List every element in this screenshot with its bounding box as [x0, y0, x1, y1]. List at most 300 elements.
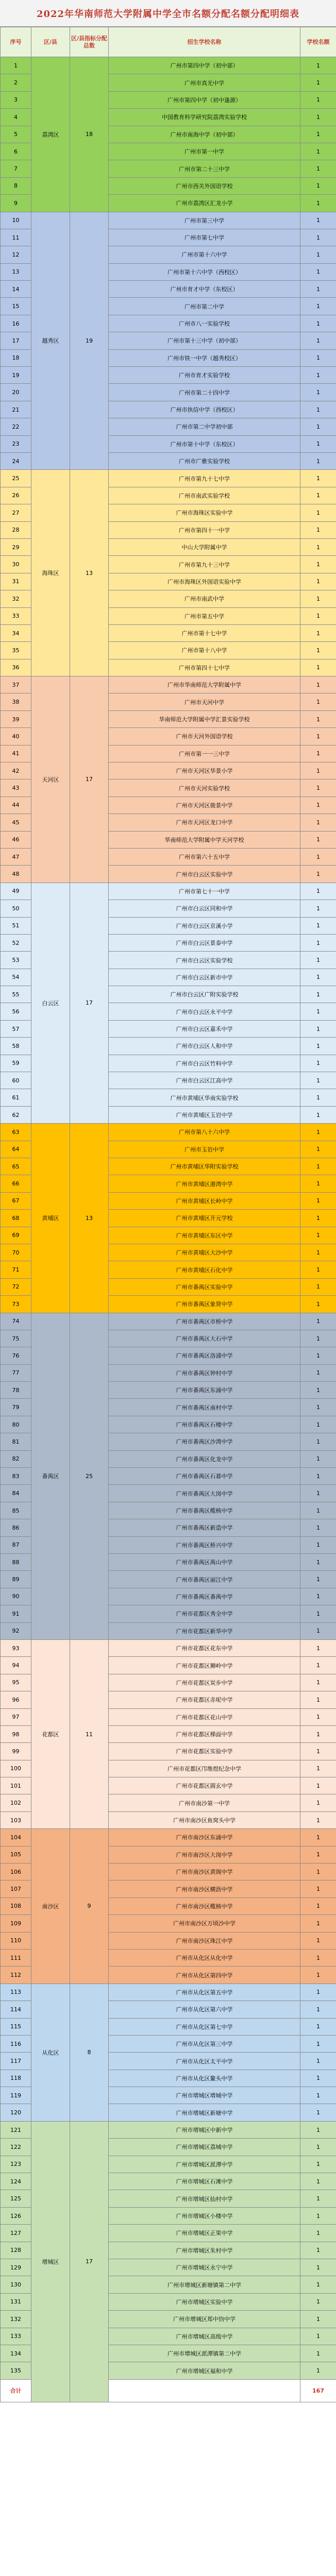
- school-name: 广州市黄埔区大沙中学: [109, 1244, 300, 1261]
- school-quota: 1: [300, 487, 336, 504]
- school-quota: 1: [300, 659, 336, 676]
- header-district: 区/县: [31, 27, 70, 57]
- header-quota: 学校名额: [300, 27, 336, 57]
- school-name: 华南师范大学附属中学汇景实验学校: [109, 710, 300, 727]
- school-name: 广州市增城区荔城中学: [109, 2139, 300, 2156]
- school-name: 广州市第九十三中学: [109, 556, 300, 573]
- school-name: 广州市育才实验学校: [109, 367, 300, 384]
- school-quota: 1: [300, 986, 336, 1003]
- school-name: 广州市真光中学: [109, 74, 300, 91]
- school-name: 广州市八一实验学校: [109, 315, 300, 332]
- school-name: 广州市第五中学: [109, 607, 300, 624]
- school-quota: 1: [300, 418, 336, 435]
- school-quota: 1: [300, 900, 336, 917]
- school-quota: 1: [300, 1777, 336, 1794]
- row-number: 47: [1, 848, 31, 865]
- school-quota: 1: [300, 263, 336, 280]
- row-number: 66: [1, 1175, 31, 1192]
- row-number: 27: [1, 504, 31, 521]
- row-number: 6: [1, 143, 31, 160]
- row-number: 3: [1, 91, 31, 108]
- school-quota: 1: [300, 2087, 336, 2104]
- school-name: 中山大学附属中学: [109, 538, 300, 555]
- school-name: 广州市白云区新市中学: [109, 969, 300, 986]
- school-quota: 1: [300, 435, 336, 452]
- school-quota: 1: [300, 1639, 336, 1656]
- table-row: [1, 1829, 336, 1846]
- district-total: 25: [70, 1313, 109, 1639]
- school-name: 广州市铁一中学（越秀校区）: [109, 349, 300, 366]
- row-number: 117: [1, 2053, 31, 2070]
- row-number: 48: [1, 866, 31, 883]
- school-quota: 1: [300, 2121, 336, 2138]
- school-quota: 1: [300, 1072, 336, 1089]
- school-name: 广州市花都区邝维煜纪念中学: [109, 1760, 300, 1777]
- row-number: 59: [1, 1055, 31, 1072]
- row-number: 113: [1, 1984, 31, 2001]
- school-name: 广州市番禺区南村中学: [109, 1399, 300, 1416]
- school-quota: 1: [300, 349, 336, 366]
- school-name: 广州市白云区同和中学: [109, 900, 300, 917]
- row-number: 121: [1, 2121, 31, 2138]
- row-number: 105: [1, 1846, 31, 1863]
- school-name: 广州市番禺区新造中学: [109, 1519, 300, 1536]
- school-name: 广州市白云区永平中学: [109, 1003, 300, 1020]
- row-number: 50: [1, 900, 31, 917]
- school-quota: 1: [300, 2293, 336, 2310]
- school-quota: 1: [300, 1433, 336, 1450]
- district-total: 8: [70, 1984, 109, 2121]
- row-number: 28: [1, 521, 31, 538]
- row-number: 95: [1, 1674, 31, 1691]
- school-name: 广州市番禺区番禺中学: [109, 1588, 300, 1605]
- row-number: 71: [1, 1261, 31, 1278]
- school-name: 广州市番禺区桥兴中学: [109, 1536, 300, 1553]
- row-number: 92: [1, 1622, 31, 1639]
- row-number: 86: [1, 1519, 31, 1536]
- school-name: 广州市第七十一中学: [109, 883, 300, 900]
- school-name: 广州市华南师范大学附属中学: [109, 676, 300, 693]
- row-number: 118: [1, 2070, 31, 2087]
- school-name: 广州市增城区实验中学: [109, 2293, 300, 2310]
- school-quota: 1: [300, 814, 336, 831]
- school-quota: 1: [300, 195, 336, 212]
- row-number: 8: [1, 177, 31, 194]
- district-total: 17: [70, 2121, 109, 2402]
- school-name: 广州市从化区第六中学: [109, 2001, 300, 2018]
- row-number: 68: [1, 1210, 31, 1227]
- school-quota: 1: [300, 848, 336, 865]
- school-name: 广州市南沙第一中学: [109, 1794, 300, 1811]
- school-name: 广州市西关外国语学校: [109, 177, 300, 194]
- row-number: 115: [1, 2018, 31, 2035]
- row-number: 7: [1, 160, 31, 177]
- school-quota: 1: [300, 521, 336, 538]
- school-name: 广州市番禺区象贤中学: [109, 1296, 300, 1313]
- row-number: 49: [1, 883, 31, 900]
- district-total: 18: [70, 57, 109, 212]
- school-quota: 1: [300, 1605, 336, 1622]
- row-number: 73: [1, 1296, 31, 1313]
- row-number: 83: [1, 1468, 31, 1485]
- row-number: 46: [1, 831, 31, 848]
- school-name: 广州市增城区高级中学: [109, 2328, 300, 2345]
- row-number: 2: [1, 74, 31, 91]
- school-name: 广州市花都区炭步中学: [109, 1674, 300, 1691]
- school-name: 广州市花都区赤坭中学: [109, 1691, 300, 1708]
- header-no: 序号: [1, 27, 31, 57]
- row-number: 107: [1, 1880, 31, 1897]
- district-name: 黄埔区: [31, 1124, 70, 1313]
- school-name: 广州市番禺区实验中学: [109, 1278, 300, 1295]
- row-number: 5: [1, 126, 31, 143]
- school-quota: 1: [300, 1244, 336, 1261]
- total-label: 合计: [1, 2379, 31, 2402]
- row-number: 91: [1, 1605, 31, 1622]
- school-quota: 1: [300, 1622, 336, 1639]
- row-number: 114: [1, 2001, 31, 2018]
- school-name: 广州市天河中学: [109, 693, 300, 710]
- school-quota: 1: [300, 624, 336, 641]
- row-number: 78: [1, 1382, 31, 1399]
- school-name: 广州市第二十四中学: [109, 384, 300, 401]
- row-number: 23: [1, 435, 31, 452]
- row-number: 12: [1, 246, 31, 263]
- school-name: 广州市南沙区榄核中学: [109, 1897, 300, 1914]
- school-quota: 1: [300, 1175, 336, 1192]
- school-name: 广州市增城区永宁中学: [109, 2259, 300, 2276]
- school-quota: 1: [300, 1502, 336, 1519]
- row-number: 69: [1, 1227, 31, 1244]
- table-body: [1, 57, 336, 2402]
- row-number: 24: [1, 452, 31, 469]
- school-quota: 1: [300, 1089, 336, 1106]
- school-quota: 1: [300, 2276, 336, 2293]
- row-number: 124: [1, 2173, 31, 2190]
- school-name: 广州市第十三中学（初中部）: [109, 332, 300, 349]
- school-quota: 1: [300, 607, 336, 624]
- school-name: 广州市黄埔区东区中学: [109, 1227, 300, 1244]
- school-quota: 1: [300, 1932, 336, 1949]
- school-quota: 1: [300, 2053, 336, 2070]
- row-number: 19: [1, 367, 31, 384]
- school-quota: 1: [300, 1519, 336, 1536]
- row-number: 57: [1, 1020, 31, 1037]
- row-number: 52: [1, 934, 31, 951]
- school-name: 广州市第十八中学: [109, 642, 300, 659]
- row-number: 90: [1, 1588, 31, 1605]
- row-number: 128: [1, 2242, 31, 2259]
- school-quota: 1: [300, 2242, 336, 2259]
- row-number: 20: [1, 384, 31, 401]
- school-quota: 1: [300, 590, 336, 607]
- school-quota: 1: [300, 2225, 336, 2242]
- row-number: 51: [1, 917, 31, 934]
- school-name: 广州市增城区石滩中学: [109, 2173, 300, 2190]
- school-name: 广州市第六十五中学: [109, 848, 300, 865]
- school-name: 广州市增城区新塘中学: [109, 2104, 300, 2121]
- row-number: 125: [1, 2190, 31, 2207]
- school-quota: 1: [300, 1210, 336, 1227]
- school-quota: 1: [300, 1347, 336, 1364]
- school-quota: 1: [300, 710, 336, 727]
- district-name: 海珠区: [31, 470, 70, 676]
- school-name: 广州市第二中学: [109, 298, 300, 315]
- school-quota: 1: [300, 556, 336, 573]
- school-quota: 1: [300, 2259, 336, 2276]
- district-total: 19: [70, 212, 109, 470]
- school-quota: 1: [300, 934, 336, 951]
- table-row: [1, 470, 336, 487]
- row-number: 32: [1, 590, 31, 607]
- school-quota: 1: [300, 573, 336, 590]
- school-name: 广州市从化区从化中学: [109, 1949, 300, 1966]
- school-quota: 1: [300, 1915, 336, 1932]
- row-number: 18: [1, 349, 31, 366]
- row-number: 129: [1, 2259, 31, 2276]
- school-quota: 1: [300, 1571, 336, 1588]
- school-name: 广州市增城区增城中学: [109, 2087, 300, 2104]
- table-row: [1, 2121, 336, 2138]
- row-number: 77: [1, 1364, 31, 1381]
- row-number: 33: [1, 607, 31, 624]
- school-name: 广州市天河实验学校: [109, 779, 300, 796]
- school-name: 广州市番禺区丽江中学: [109, 1571, 300, 1588]
- row-number: 30: [1, 556, 31, 573]
- row-number: 17: [1, 332, 31, 349]
- school-quota: 1: [300, 1725, 336, 1742]
- row-number: 72: [1, 1278, 31, 1295]
- school-name: 广州市第四十一中学: [109, 521, 300, 538]
- row-number: 79: [1, 1399, 31, 1416]
- row-number: 127: [1, 2225, 31, 2242]
- school-quota: 1: [300, 1984, 336, 2001]
- school-quota: 1: [300, 1846, 336, 1863]
- school-quota: 1: [300, 1364, 336, 1381]
- school-name: 广州市增城区小楼中学: [109, 2207, 300, 2224]
- district-name: 白云区: [31, 883, 70, 1123]
- row-number: 37: [1, 676, 31, 693]
- school-name: 广州市增城区郑中钧中学: [109, 2311, 300, 2328]
- school-quota: 1: [300, 762, 336, 779]
- school-quota: 1: [300, 1416, 336, 1433]
- school-quota: 1: [300, 1829, 336, 1846]
- school-quota: 1: [300, 1536, 336, 1553]
- school-name: 广州市从化区太平中学: [109, 2053, 300, 2070]
- school-quota: 1: [300, 401, 336, 418]
- row-number: 122: [1, 2139, 31, 2156]
- district-total: 13: [70, 1124, 109, 1313]
- school-name: 广州市白云区实验中学: [109, 866, 300, 883]
- school-name: 广州市天河区骏景中学: [109, 796, 300, 814]
- row-number: 97: [1, 1708, 31, 1725]
- row-number: 9: [1, 195, 31, 212]
- row-number: 123: [1, 2156, 31, 2173]
- school-name: 广州市南武中学: [109, 590, 300, 607]
- table-row: [1, 57, 336, 74]
- row-number: 110: [1, 1932, 31, 1949]
- school-name: 广州市从化区第五中学: [109, 1984, 300, 2001]
- school-quota: 1: [300, 1760, 336, 1777]
- school-quota: 1: [300, 883, 336, 900]
- allocation-table: [0, 27, 336, 2402]
- school-name: 广州市番禺区化龙中学: [109, 1450, 300, 1467]
- school-name: 广州市增城区新塘镇第二中学: [109, 2276, 300, 2293]
- page-title: 2022年华南师范大学附属中学全市名额分配名额分配明细表: [0, 0, 336, 27]
- row-number: 11: [1, 229, 31, 246]
- school-quota: 1: [300, 1863, 336, 1880]
- row-number: 15: [1, 298, 31, 315]
- row-number: 98: [1, 1725, 31, 1742]
- total-district: 167: [300, 2379, 336, 2402]
- district-name: 南沙区: [31, 1829, 70, 1984]
- school-name: 广州市天河区华景小学: [109, 762, 300, 779]
- school-quota: 1: [300, 143, 336, 160]
- table-row: [1, 883, 336, 900]
- school-name: 广州市荔湾区汇龙小学: [109, 195, 300, 212]
- row-number: 22: [1, 418, 31, 435]
- school-name: 广州市增城区福和中学: [109, 2362, 300, 2379]
- school-name: 广州市南沙区大岗中学: [109, 1846, 300, 1863]
- school-name: 广州市广雅实验学校: [109, 452, 300, 469]
- school-quota: 1: [300, 1897, 336, 1914]
- school-quota: 1: [300, 177, 336, 194]
- row-number: 14: [1, 281, 31, 298]
- school-quota: 1: [300, 160, 336, 177]
- school-quota: 1: [300, 452, 336, 469]
- row-number: 82: [1, 1450, 31, 1467]
- school-quota: 1: [300, 676, 336, 693]
- school-name: 广州市花都区实验中学: [109, 1743, 300, 1760]
- district-name: 从化区: [31, 1984, 70, 2121]
- header-school: 招生学校名称: [109, 27, 300, 57]
- row-number: 106: [1, 1863, 31, 1880]
- row-number: 53: [1, 952, 31, 969]
- row-number: 42: [1, 762, 31, 779]
- row-number: 63: [1, 1124, 31, 1141]
- school-name: 广州市第二中学初中部: [109, 418, 300, 435]
- school-name: 广州市南海中学（初中部）: [109, 126, 300, 143]
- school-quota: 1: [300, 2311, 336, 2328]
- row-number: 60: [1, 1072, 31, 1089]
- school-name: 广州市黄埔区港湾中学: [109, 1175, 300, 1192]
- school-quota: 1: [300, 728, 336, 745]
- row-number: 116: [1, 2035, 31, 2052]
- school-name: 广州市增城区正果中学: [109, 2225, 300, 2242]
- school-quota: 1: [300, 1020, 336, 1037]
- school-quota: 1: [300, 1141, 336, 1158]
- school-name: 广州市海珠区外国语实验中学: [109, 573, 300, 590]
- school-name: 广州市第七中学: [109, 229, 300, 246]
- table-row: [1, 1984, 336, 2001]
- school-name: 广州市增城区中新中学: [109, 2121, 300, 2138]
- school-quota: 1: [300, 1296, 336, 1313]
- school-quota: 1: [300, 1227, 336, 1244]
- school-name: 广州市第四中学（初中部）: [109, 57, 300, 74]
- row-number: 55: [1, 986, 31, 1003]
- school-name: 广州市南沙区东涌中学: [109, 1829, 300, 1846]
- row-number: 75: [1, 1330, 31, 1347]
- header-row: [1, 27, 336, 57]
- row-number: 1: [1, 57, 31, 74]
- table-row: [1, 1313, 336, 1330]
- district-name: 荔湾区: [31, 57, 70, 212]
- school-name: 广州市第十七中学: [109, 624, 300, 641]
- school-name: 广州市花都区花山中学: [109, 1708, 300, 1725]
- school-quota: 1: [300, 538, 336, 555]
- school-name: 广州市南沙区黄阁中学: [109, 1863, 300, 1880]
- school-name: 广州市从化区第七中学: [109, 2018, 300, 2035]
- school-quota: 1: [300, 693, 336, 710]
- district-name: 增城区: [31, 2121, 70, 2402]
- school-name: 广州市番禺区石楼中学: [109, 1416, 300, 1433]
- school-name: 广州市黄埔区玉岩中学: [109, 1106, 300, 1123]
- school-name: 广州市南沙区横沥中学: [109, 1880, 300, 1897]
- school-quota: 1: [300, 1055, 336, 1072]
- table-row: [1, 212, 336, 229]
- row-number: 56: [1, 1003, 31, 1020]
- school-name: 广州市花都区秀全中学: [109, 1605, 300, 1622]
- school-name: 广州市番禺区钟村中学: [109, 1364, 300, 1381]
- row-number: 70: [1, 1244, 31, 1261]
- school-quota: 1: [300, 1949, 336, 1966]
- row-number: 43: [1, 779, 31, 796]
- school-name: 广州市白云区嘉禾中学: [109, 1020, 300, 1037]
- school-quota: 1: [300, 1450, 336, 1467]
- school-name: 广州市第四十七中学: [109, 659, 300, 676]
- school-quota: 1: [300, 57, 336, 74]
- row-number: 34: [1, 624, 31, 641]
- school-quota: 1: [300, 2139, 336, 2156]
- row-number: 108: [1, 1897, 31, 1914]
- row-number: 35: [1, 642, 31, 659]
- row-number: 80: [1, 1416, 31, 1433]
- row-number: 10: [1, 212, 31, 229]
- school-name: 广州市南武实验学校: [109, 487, 300, 504]
- row-number: 40: [1, 728, 31, 745]
- school-name: 广州市第一一三中学: [109, 745, 300, 762]
- school-quota: 1: [300, 384, 336, 401]
- school-quota: 1: [300, 917, 336, 934]
- row-number: 81: [1, 1433, 31, 1450]
- row-number: 76: [1, 1347, 31, 1364]
- row-number: 62: [1, 1106, 31, 1123]
- row-number: 29: [1, 538, 31, 555]
- school-quota: 1: [300, 367, 336, 384]
- total-spacer: [109, 2379, 300, 2402]
- school-quota: 1: [300, 952, 336, 969]
- district-total: 17: [70, 883, 109, 1123]
- row-number: 16: [1, 315, 31, 332]
- school-name: 广州市南沙区万顷沙中学: [109, 1915, 300, 1932]
- school-name: 广州市第三中学: [109, 212, 300, 229]
- school-name: 广州市育才中学（东校区）: [109, 281, 300, 298]
- school-quota: 1: [300, 1691, 336, 1708]
- school-name: 广州市花都区梯面中学: [109, 1725, 300, 1742]
- school-quota: 1: [300, 2018, 336, 2035]
- school-name: 广州市黄埔区华南实验学校: [109, 1089, 300, 1106]
- row-number: 4: [1, 109, 31, 126]
- row-number: 131: [1, 2293, 31, 2310]
- school-quota: 1: [300, 1106, 336, 1123]
- header-district-total: 区/县指标分配总数: [70, 27, 109, 57]
- school-name: 广州市第十六中学: [109, 246, 300, 263]
- school-quota: 1: [300, 1708, 336, 1725]
- school-name: 广州市天河外国语学校: [109, 728, 300, 745]
- row-number: 101: [1, 1777, 31, 1794]
- school-quota: 1: [300, 866, 336, 883]
- school-name: 广州市天河区龙口中学: [109, 814, 300, 831]
